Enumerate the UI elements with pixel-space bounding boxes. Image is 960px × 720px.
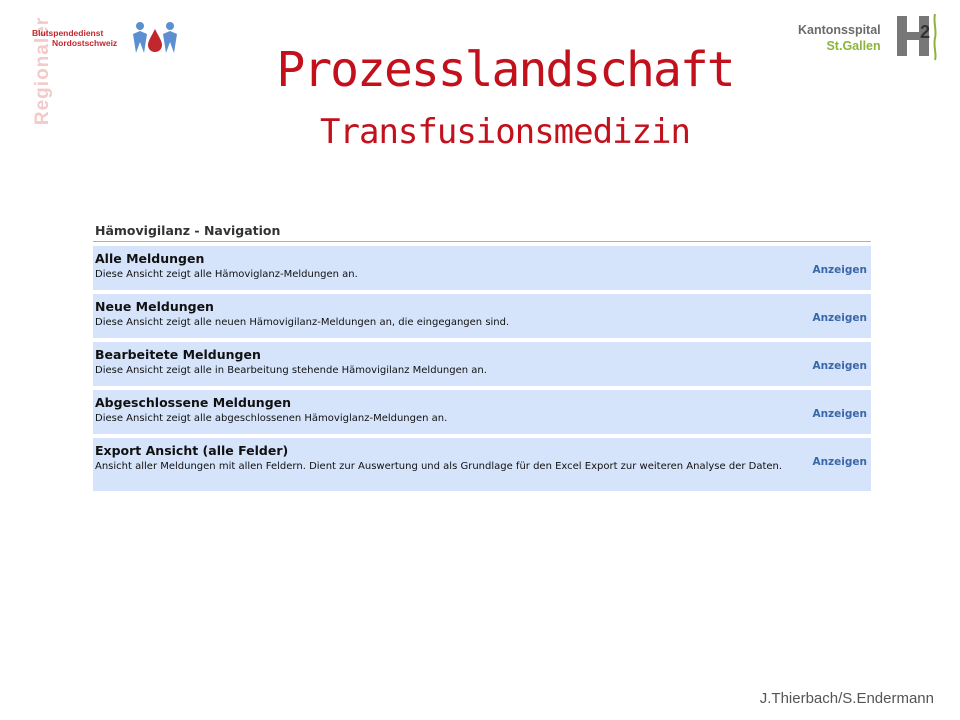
item-title: Alle Meldungen (95, 251, 205, 266)
item-description: Diese Ansicht zeigt alle Hämoviglanz-Meldungen an. (95, 269, 358, 280)
page-subtitle: Transfusionsmedizin (320, 112, 690, 152)
side-text: Regionaler (32, 16, 53, 126)
anzeigen-link-abgeschlossene[interactable]: Anzeigen (812, 408, 867, 420)
item-title: Abgeschlossene Meldungen (95, 395, 292, 410)
nav-item-bearbeitete-meldungen (93, 342, 871, 386)
item-description: Diese Ansicht zeigt alle in Bearbeitung stehende Hämovigilanz Meldungen an. (95, 365, 487, 376)
page-title: Prozesslandschaft (276, 42, 734, 98)
item-title: Export Ansicht (alle Felder) (95, 443, 289, 458)
anzeigen-link-export[interactable]: Anzeigen (812, 456, 867, 468)
anzeigen-link-alle[interactable]: Anzeigen (812, 264, 867, 276)
panel-header: Hämovigilanz - Navigation (93, 220, 871, 242)
anzeigen-link-neue[interactable]: Anzeigen (812, 312, 867, 324)
navigation-panel (93, 220, 871, 491)
nav-item-abgeschlossene-meldungen (93, 390, 871, 434)
item-description: Diese Ansicht zeigt alle neuen Hämovigilanz-Meldungen an, die eingegangen sind. (95, 317, 510, 328)
nav-item-alle-meldungen (93, 246, 871, 290)
item-description: Ansicht aller Meldungen mit allen Feldern. Dient zur Auswertung und als Grundlage für den Excel Export zur weiteren Analyse der Daten. (95, 461, 783, 472)
item-description: Diese Ansicht zeigt alle abgeschlossenen Hämoviglanz-Meldungen an. (95, 413, 448, 424)
logo-right-line2: St.Gallen (826, 39, 881, 53)
nav-item-export-ansicht (93, 438, 871, 491)
logo-left-line1: Blutspendedienst (32, 28, 104, 38)
item-title: Bearbeitete Meldungen (95, 347, 261, 362)
nav-item-neue-meldungen (93, 294, 871, 338)
anzeigen-link-bearbeitete[interactable]: Anzeigen (812, 360, 867, 372)
logo-left-line2: Nordostschweiz (52, 38, 118, 48)
page-number: 2 (920, 22, 931, 42)
footer-author: J.Thierbach/S.Endermann (759, 690, 934, 707)
logo-right-line1: Kantonsspital (798, 23, 881, 37)
item-title: Neue Meldungen (95, 299, 214, 314)
